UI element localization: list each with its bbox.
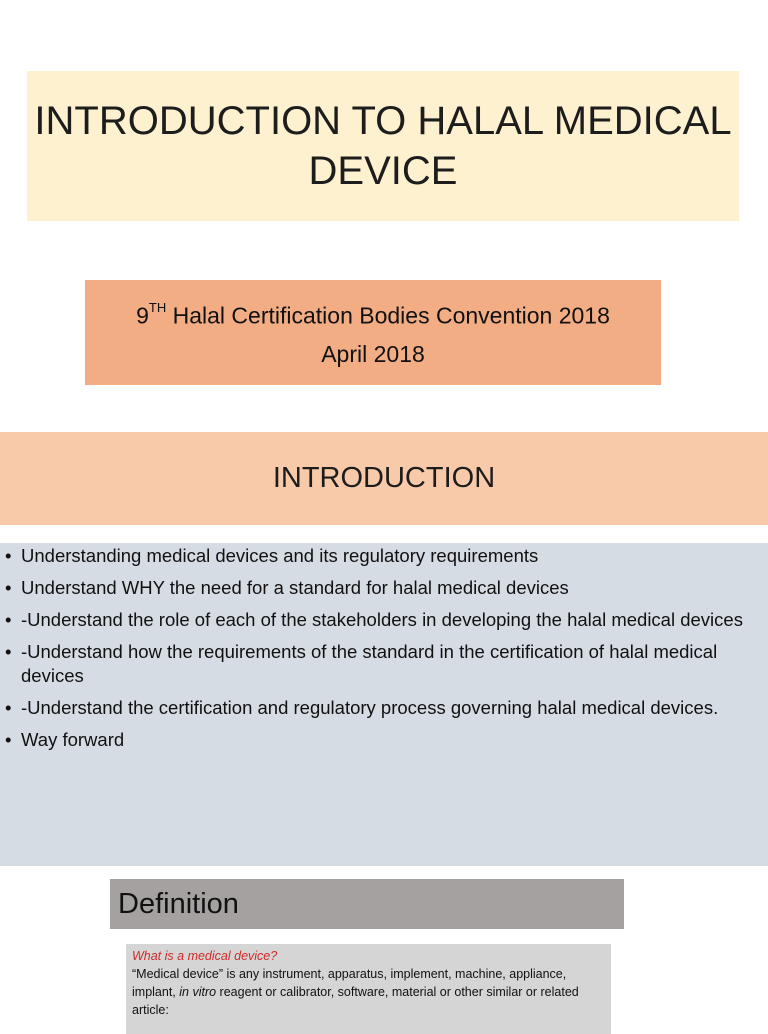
subtitle-number: 9 xyxy=(136,302,149,329)
definition-heading: Definition xyxy=(110,879,624,929)
subtitle-date: April 2018 xyxy=(321,341,425,368)
title-slide xyxy=(0,0,768,425)
bullet-item xyxy=(0,576,768,600)
definition-text xyxy=(132,965,605,1019)
definition-text-italic: in vitro xyxy=(179,985,217,999)
bullet-marker: • xyxy=(5,729,12,750)
title-box xyxy=(27,71,739,221)
subtitle-superscript: TH xyxy=(148,299,167,315)
definition-box xyxy=(126,944,611,1034)
bullet-marker: • xyxy=(5,577,12,598)
subtitle-line xyxy=(136,291,610,336)
bullet-text: -Understand how the requirements of the standard in the certification of halal medical devices xyxy=(21,641,718,686)
bullet-list xyxy=(0,544,768,760)
bullet-marker: • xyxy=(5,697,12,718)
bullet-marker: • xyxy=(5,609,12,630)
slide-title: INTRODUCTION TO HALAL MEDICAL DEVICE xyxy=(34,99,732,193)
bullet-item xyxy=(0,728,768,752)
bullet-item xyxy=(0,696,768,720)
bullet-item xyxy=(0,544,768,568)
bullet-marker: • xyxy=(5,545,12,566)
introduction-slide xyxy=(0,432,768,866)
subtitle-box xyxy=(85,280,661,385)
definition-text-b: reagent or calibrator, software, material or other similar or related article: xyxy=(132,985,579,1017)
bullet-text: Understanding medical devices and its regulatory requirements xyxy=(21,545,539,566)
bullet-text: -Understand the certification and regulatory process governing halal medical devices. xyxy=(21,697,719,718)
definition-text-a: “Medical device” is any instrument, apparatus, implement, machine, appliance, implant, xyxy=(132,967,567,999)
subtitle-text: Halal Certification Bodies Convention 2018 xyxy=(166,302,610,329)
definition-question: What is a medical device? xyxy=(132,949,278,963)
bullet-text: Understand WHY the need for a standard for halal medical devices xyxy=(21,577,569,598)
definition-slide xyxy=(0,866,768,1024)
bullet-text: -Understand the role of each of the stakeholders in developing the halal medical devices xyxy=(21,609,743,630)
bullet-marker: • xyxy=(5,641,12,662)
bullet-item xyxy=(0,640,768,688)
introduction-heading: INTRODUCTION xyxy=(0,432,768,525)
bullet-text: Way forward xyxy=(21,729,125,750)
divider xyxy=(0,525,768,543)
bullet-item xyxy=(0,608,768,632)
